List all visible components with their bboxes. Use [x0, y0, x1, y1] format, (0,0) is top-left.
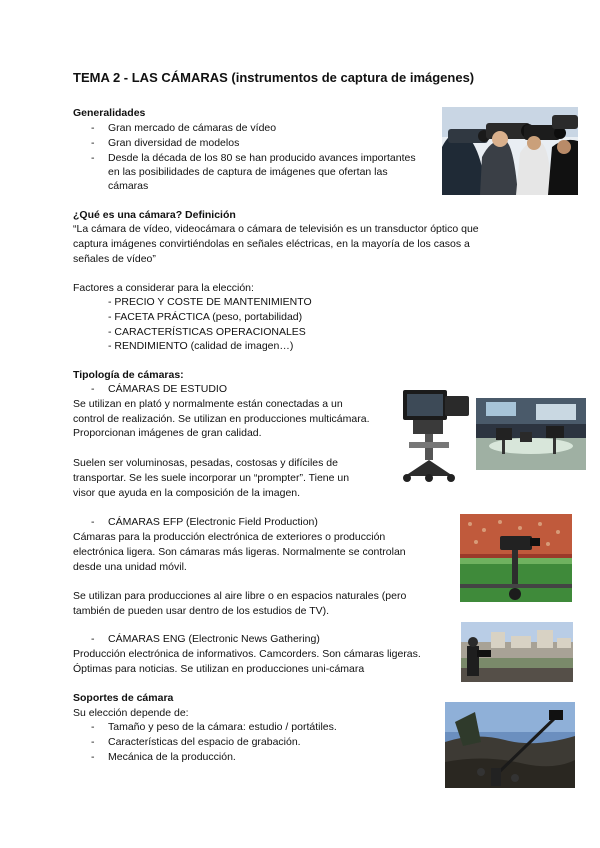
factor-item: - FACETA PRÁCTICA (peso, portabilidad) [108, 311, 303, 323]
bullet-dash: - [91, 122, 95, 134]
list-item: Desde la década de los 80 se han producido avances importantes [108, 152, 416, 164]
list-item: Mecánica de la producción. [108, 751, 236, 763]
list-item: Características del espacio de grabación. [108, 736, 301, 748]
eng-text: Producción electrónica de informativos. Camcorders. Son cámaras ligeras. [73, 648, 421, 660]
factor-item: - RENDIMIENTO (calidad de imagen…) [108, 340, 294, 352]
bullet-dash: - [91, 736, 95, 748]
estudio-text: Proporcionan imágenes de gran calidad. [73, 427, 262, 439]
section-heading-soportes: Soportes de cámara [73, 692, 174, 704]
list-item-continuation: en las posibilidades de captura de imágenes que ofertan las [108, 166, 388, 178]
factor-item: - PRECIO Y COSTE DE MANTENIMIENTO [108, 296, 312, 308]
section-heading-generalidades: Generalidades [73, 107, 146, 119]
definition-line: señales de vídeo” [73, 253, 156, 265]
list-item: Gran mercado de cámaras de vídeo [108, 122, 277, 134]
estudio-text: visor que ayuda en la composición de la imagen. [73, 487, 301, 499]
eng-city-photo [461, 622, 573, 682]
soportes-intro: Su elección depende de: [73, 707, 189, 719]
studio-camera-photo [395, 384, 475, 484]
camera-type-label-estudio: CÁMARAS DE ESTUDIO [108, 383, 228, 395]
camera-crane-photo [445, 702, 575, 788]
bullet-dash: - [91, 633, 95, 645]
list-item: Gran diversidad de modelos [108, 137, 240, 149]
efp-text: desde una unidad móvil. [73, 561, 187, 573]
estudio-text: control de realización. Se utilizan en producciones multicámara. [73, 413, 370, 425]
efp-text: electrónica ligera. Son cámaras más ligeras. Normalmente se controlan [73, 546, 406, 558]
bullet-dash: - [91, 751, 95, 763]
efp-stadium-photo [460, 514, 572, 602]
studio-set-photo [476, 398, 586, 470]
list-item-continuation: cámaras [108, 180, 149, 192]
efp-text: Cámaras para la producción electrónica de exteriores o producción [73, 531, 386, 543]
section-heading-tipologia: Tipología de cámaras: [73, 369, 184, 381]
bullet-dash: - [91, 383, 95, 395]
camera-type-label-efp: CÁMARAS EFP (Electronic Field Production) [108, 516, 318, 528]
page-title: TEMA 2 - LAS CÁMARAS (instrumentos de captura de imágenes) [73, 70, 475, 85]
bullet-dash: - [91, 137, 95, 149]
bullet-dash: - [91, 516, 95, 528]
estudio-text: Suelen ser voluminosas, pesadas, costosas y difíciles de [73, 457, 338, 469]
factores-intro: Factores a considerar para la elección: [73, 282, 254, 294]
eng-text: Óptimas para noticias. Se utilizan en producciones uni-cámara [73, 663, 365, 675]
definition-line: “La cámara de vídeo, videocámara o cámara de televisión es un transductor óptico que [73, 223, 479, 235]
definition-line: captura imágenes convirtiéndolas en señales eléctricas, en la mayoría de los casos a [73, 238, 470, 250]
camera-type-label-eng: CÁMARAS ENG (Electronic News Gathering) [108, 633, 320, 645]
estudio-text: transportar. Se les suele incorporar un “prompter”. Tiene un [73, 472, 350, 484]
bullet-dash: - [91, 152, 95, 164]
estudio-text: Se utilizan en plató y normalmente están conectadas a un [73, 398, 343, 410]
efp-text: Se utilizan para producciones al aire libre o en espacios naturales (pero [73, 590, 407, 602]
factor-item: - CARACTERÍSTICAS OPERACIONALES [108, 326, 306, 338]
list-item: Tamaño y peso de la cámara: estudio / portátiles. [108, 721, 337, 733]
section-heading-definicion: ¿Qué es una cámara? Definición [73, 209, 236, 221]
efp-text: también de pueden usar dentro de los estudios de TV). [73, 605, 330, 617]
bullet-dash: - [91, 721, 95, 733]
camera-operators-photo [442, 107, 578, 195]
